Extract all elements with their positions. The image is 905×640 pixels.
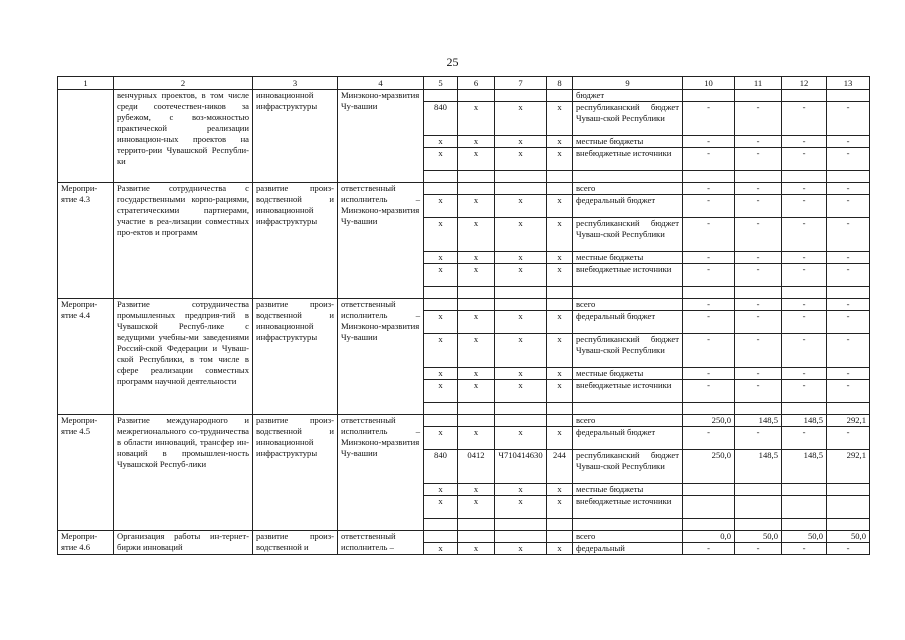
funding-source: внебюджетные источники: [573, 496, 683, 519]
code-x: х: [458, 496, 495, 519]
column-header: 13: [827, 77, 870, 90]
code-x: х: [424, 484, 458, 496]
amount: -: [735, 299, 782, 311]
code-x: х: [424, 427, 458, 450]
funding-source: внебюджетные источники: [573, 380, 683, 403]
amount: -: [782, 195, 827, 218]
page-number: 25: [446, 55, 459, 69]
funding-source: местные бюджеты: [573, 252, 683, 264]
measure-description: венчурных проектов, в том числе среди соотечествен-ников за рубежом, с воз-можностью практической реализации инновацион-ных проектов на террито-рии Чувашской Республи-ки: [114, 90, 253, 183]
table-row: [58, 183, 870, 195]
amount: -: [827, 195, 870, 218]
funding-source: всего: [573, 299, 683, 311]
amount: -: [683, 264, 735, 287]
funding-source: местные бюджеты: [573, 368, 683, 380]
code-x: х: [495, 334, 547, 368]
column-header: 2: [114, 77, 253, 90]
amount: -: [827, 102, 870, 136]
amount: -: [683, 380, 735, 403]
table-row: [58, 299, 870, 311]
amount: 250,0: [683, 415, 735, 427]
code-x: х: [424, 148, 458, 171]
table-row: [58, 90, 870, 102]
amount: -: [782, 299, 827, 311]
code-x: х: [424, 334, 458, 368]
code-x: х: [495, 102, 547, 136]
column-header: 6: [458, 77, 495, 90]
amount: -: [827, 136, 870, 148]
subprogram-cell: развитие произ-водственной и: [253, 531, 338, 555]
amount: -: [683, 218, 735, 252]
code-x: х: [547, 252, 573, 264]
grbs-code: 840: [424, 450, 458, 484]
column-header: 9: [573, 77, 683, 90]
code-x: х: [458, 252, 495, 264]
column-header: 7: [495, 77, 547, 90]
amount: -: [782, 148, 827, 171]
code-x: х: [458, 264, 495, 287]
amount: 50,0: [827, 531, 870, 543]
code-x: х: [547, 136, 573, 148]
code-x: х: [458, 380, 495, 403]
amount: -: [735, 264, 782, 287]
subprogram-cell: развитие произ-водственной и инновационной инфраструктуры: [253, 415, 338, 531]
code-x: х: [547, 218, 573, 252]
code-x: х: [458, 334, 495, 368]
code-x: х: [458, 148, 495, 171]
column-header: 3: [253, 77, 338, 90]
amount: -: [735, 380, 782, 403]
amount: -: [827, 252, 870, 264]
funding-source: всего: [573, 531, 683, 543]
amount: 148,5: [735, 450, 782, 484]
code-x: х: [495, 195, 547, 218]
code-x: х: [495, 311, 547, 334]
code-x: х: [547, 195, 573, 218]
code-x: х: [495, 148, 547, 171]
amount: -: [683, 543, 735, 555]
amount: -: [683, 299, 735, 311]
vr-code: 244: [547, 450, 573, 484]
code-x: х: [458, 427, 495, 450]
amount: -: [683, 136, 735, 148]
amount: -: [683, 427, 735, 450]
code-x: х: [424, 543, 458, 555]
amount: -: [827, 543, 870, 555]
funding-source: федеральный бюджет: [573, 195, 683, 218]
amount: -: [827, 380, 870, 403]
code-x: х: [458, 195, 495, 218]
amount: -: [735, 136, 782, 148]
amount: -: [735, 334, 782, 368]
executor-cell: ответственный исполнитель – Минэконо-мразвития Чу-вашии: [338, 299, 424, 415]
funding-source: внебюджетные источники: [573, 264, 683, 287]
funding-source: внебюджетные источники: [573, 148, 683, 171]
funding-source: республиканский бюджет Чуваш-ской Республики: [573, 102, 683, 136]
amount: -: [827, 368, 870, 380]
code-x: х: [458, 484, 495, 496]
amount: -: [827, 334, 870, 368]
code-x: х: [458, 368, 495, 380]
code-x: х: [424, 380, 458, 403]
code-x: х: [424, 136, 458, 148]
code-x: х: [547, 311, 573, 334]
measure-id-cell: [58, 90, 114, 183]
code-x: х: [547, 264, 573, 287]
funding-source: местные бюджеты: [573, 484, 683, 496]
table-row: [58, 531, 870, 543]
amount: -: [683, 334, 735, 368]
amount: 250,0: [683, 450, 735, 484]
amount: -: [683, 102, 735, 136]
funding-source: федеральный: [573, 543, 683, 555]
funding-source: республиканский бюджет Чуваш-ской Республики: [573, 334, 683, 368]
grbs-code: 840: [424, 102, 458, 136]
amount: 148,5: [782, 450, 827, 484]
funding-source: всего: [573, 183, 683, 195]
code-x: х: [458, 311, 495, 334]
amount: -: [782, 183, 827, 195]
code-x: х: [547, 484, 573, 496]
amount: -: [782, 218, 827, 252]
amount: -: [735, 102, 782, 136]
column-header: 12: [782, 77, 827, 90]
amount: 50,0: [735, 531, 782, 543]
measure-id-cell: Меропри-ятие 4.5: [58, 415, 114, 531]
executor-cell: ответственный исполнитель – Минэконо-мразвития Чу-вашии: [338, 415, 424, 531]
code-x: х: [495, 496, 547, 519]
code-x: х: [547, 334, 573, 368]
code-x: х: [424, 311, 458, 334]
code-x: х: [424, 252, 458, 264]
code-x: х: [495, 264, 547, 287]
code-x: х: [424, 218, 458, 252]
amount: -: [827, 264, 870, 287]
funding-source: республиканский бюджет Чуваш-ской Республики: [573, 218, 683, 252]
table-row: [58, 415, 870, 427]
amount: -: [735, 311, 782, 334]
amount: -: [827, 311, 870, 334]
amount: -: [827, 183, 870, 195]
executor-cell: Минэконо-мразвития Чу-вашии: [338, 90, 424, 183]
column-number-row: [58, 77, 870, 90]
funding-source: федеральный бюджет: [573, 311, 683, 334]
code-x: х: [495, 218, 547, 252]
amount: -: [683, 148, 735, 171]
amount: -: [782, 311, 827, 334]
code-x: х: [547, 427, 573, 450]
measure-id-cell: Меропри-ятие 4.4: [58, 299, 114, 415]
subprogram-cell: развитие произ-водственной и инновационной инфраструктуры: [253, 299, 338, 415]
code-x: х: [547, 496, 573, 519]
code-x: х: [495, 427, 547, 450]
amount: -: [683, 368, 735, 380]
amount: -: [683, 252, 735, 264]
subprogram-cell: развитие произ-водственной и инновационной инфраструктуры: [253, 183, 338, 299]
code-x: х: [547, 102, 573, 136]
amount: 148,5: [782, 415, 827, 427]
code-x: х: [458, 136, 495, 148]
amount: -: [735, 183, 782, 195]
amount: -: [782, 334, 827, 368]
code-x: х: [495, 543, 547, 555]
amount: -: [735, 427, 782, 450]
code-x: х: [495, 380, 547, 403]
code-x: х: [495, 252, 547, 264]
measure-id-cell: Меропри-ятие 4.3: [58, 183, 114, 299]
funding-source: федеральный бюджет: [573, 427, 683, 450]
amount: 50,0: [782, 531, 827, 543]
amount: -: [683, 195, 735, 218]
column-header: 10: [683, 77, 735, 90]
code-x: х: [424, 368, 458, 380]
code-x: х: [424, 496, 458, 519]
amount: -: [735, 368, 782, 380]
amount: -: [683, 311, 735, 334]
code-x: х: [424, 264, 458, 287]
amount: -: [735, 543, 782, 555]
amount: -: [782, 543, 827, 555]
code-x: х: [458, 102, 495, 136]
measure-description: Развитие международного и межрегионального со-трудничества в области инноваций, трансфер ин-новаций в промышлен-ность Чувашской Респуб-лики: [114, 415, 253, 531]
code-x: х: [495, 484, 547, 496]
code-x: х: [495, 368, 547, 380]
amount: -: [827, 148, 870, 171]
amount: -: [735, 195, 782, 218]
amount: -: [782, 252, 827, 264]
funding-source: местные бюджеты: [573, 136, 683, 148]
executor-cell: ответственный исполнитель –: [338, 531, 424, 555]
code-x: х: [458, 543, 495, 555]
amount: 292,1: [827, 415, 870, 427]
amount: -: [782, 136, 827, 148]
amount: 0,0: [683, 531, 735, 543]
budget-table: [57, 76, 870, 555]
amount: -: [735, 252, 782, 264]
funding-source: республиканский бюджет Чуваш-ской Республики: [573, 450, 683, 484]
amount: -: [735, 218, 782, 252]
amount: -: [782, 427, 827, 450]
code-x: х: [547, 148, 573, 171]
amount: -: [827, 427, 870, 450]
column-header: 8: [547, 77, 573, 90]
executor-cell: ответственный исполнитель – Минэконо-мразвития Чу-вашии: [338, 183, 424, 299]
code-x: х: [458, 218, 495, 252]
rz-code: 0412: [458, 450, 495, 484]
amount: -: [827, 218, 870, 252]
amount: -: [782, 102, 827, 136]
code-x: х: [547, 368, 573, 380]
amount: -: [827, 299, 870, 311]
amount: -: [782, 380, 827, 403]
code-x: х: [495, 136, 547, 148]
amount: -: [735, 148, 782, 171]
measure-description: Развитие сотрудничества промышленных предприя-тий в Чувашской Респуб-лике с ведущими учебны-ми заведениями Россий-ской Федерации и Чуваш-ской Республики, в том числе в сфере реализации совместных программ научной деятельности: [114, 299, 253, 415]
amount: -: [782, 368, 827, 380]
subprogram-cell: инновационной инфраструктуры: [253, 90, 338, 183]
column-header: 4: [338, 77, 424, 90]
measure-description: Организация работы ин-тернет-биржи инноваций: [114, 531, 253, 555]
csr-code: Ч710414630: [495, 450, 547, 484]
column-header: 11: [735, 77, 782, 90]
amount: -: [683, 183, 735, 195]
amount: -: [782, 264, 827, 287]
column-header: 5: [424, 77, 458, 90]
column-header: 1: [58, 77, 114, 90]
code-x: х: [547, 543, 573, 555]
code-x: х: [424, 195, 458, 218]
code-x: х: [547, 380, 573, 403]
measure-description: Развитие сотрудничества с государственными корпо-рациями, стратегическими партнерами, участие в реа-лизации совместных про-ектов и программ: [114, 183, 253, 299]
funding-source: всего: [573, 415, 683, 427]
measure-id-cell: Меропри-ятие 4.6: [58, 531, 114, 555]
amount: 292,1: [827, 450, 870, 484]
amount: 148,5: [735, 415, 782, 427]
funding-source: бюджет: [573, 90, 683, 102]
